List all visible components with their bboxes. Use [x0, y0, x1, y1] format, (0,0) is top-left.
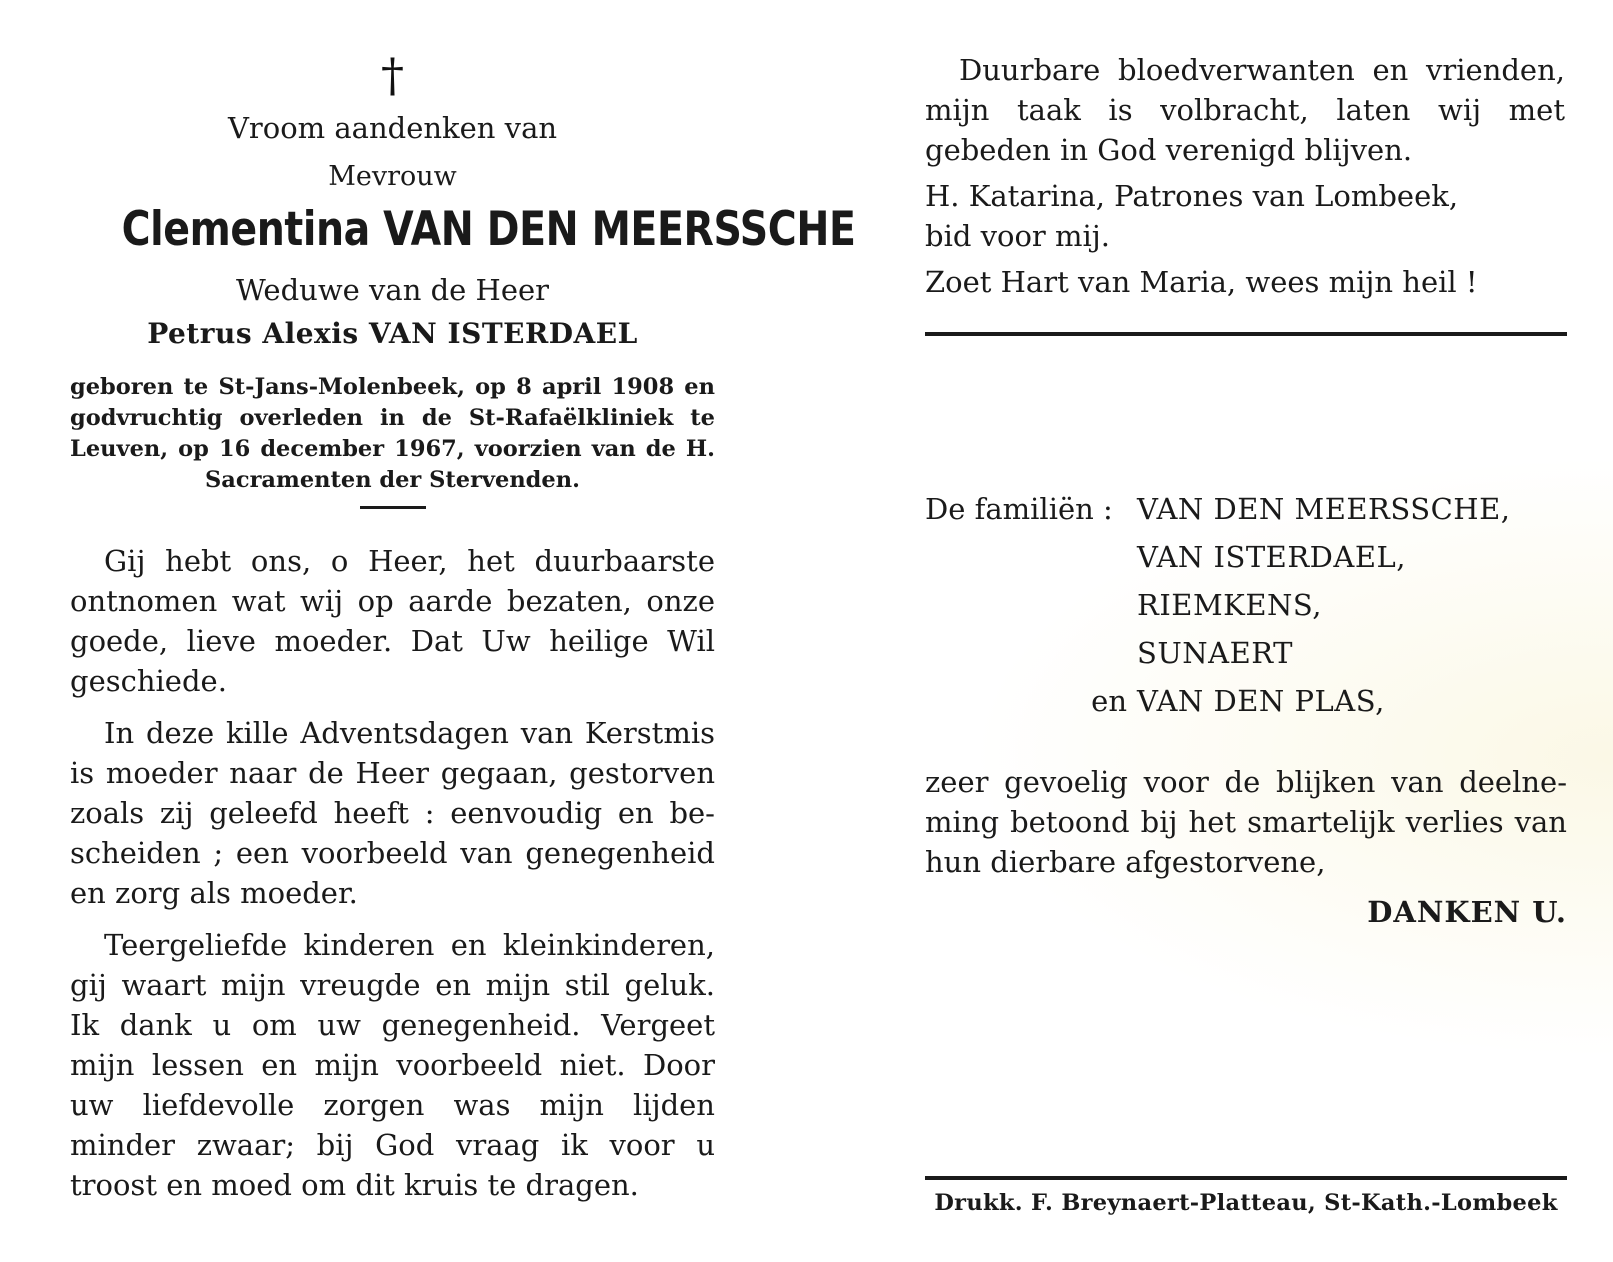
- printer-credit: Drukk. F. Breynaert-Platteau, St-Kath.-Lombeek: [934, 1190, 1558, 1216]
- thanks-text: zeer gevoelig voor de blijken van deelne- ming betoond bij het smartelijk verlies van hun dierbare afgestorvene,: [925, 765, 1567, 879]
- families-label: De familiën :: [925, 492, 1113, 526]
- family-row: [925, 485, 1565, 533]
- intro-text: Vroom aandenken van: [227, 111, 558, 145]
- cross-icon: †: [381, 48, 404, 102]
- family-row: [925, 629, 1565, 677]
- prayer-line-3: Zoet Hart van Maria, wees mijn heil !: [925, 265, 1478, 299]
- right-panel: [925, 50, 1565, 336]
- families-en: en: [1091, 684, 1127, 718]
- paragraph-1-text: Gij hebt ons, o Heer, het duurbaarste ontnomen wat wij op aarde bezaten, onze goede, lieve moeder. Dat Uw heilige Wil geschiede.: [70, 544, 715, 698]
- paragraph-2: [70, 713, 715, 913]
- left-panel: [70, 48, 856, 1205]
- divider: [360, 506, 426, 509]
- danken-text: DANKEN U.: [1367, 895, 1567, 929]
- prayer-line-2: bid voor mij.: [925, 219, 1110, 253]
- families-block: [925, 485, 1565, 725]
- family-row: [925, 581, 1565, 629]
- family-name: VAN DEN MEERSSCHE,: [1137, 492, 1511, 526]
- husband-name: Petrus Alexis VAN ISTERDAEL: [147, 317, 638, 350]
- family-name: VAN ISTERDAEL,: [1137, 540, 1407, 574]
- paragraph-2-text: In deze kille Adventsdagen van Kerstmis is moeder naar de Heer gegaan, gestorven zoals zij geleefd heeft : eenvoudig en be- scheiden ; een voorbeeld van genegenheid en zorg als moeder.: [70, 716, 715, 910]
- divider-thick: [925, 332, 1567, 336]
- deceased-name: Clementina VAN DEN MEERSSCHE: [121, 202, 856, 257]
- birth-death-text: geboren te St-Jans-Molenbeek, op 8 april 1908 en godvruchtig overleden in de St-Rafaëlkliniek te Leuven, op 16 december 1967, voorzien van de H. Sacramenten der Stervenden.: [70, 374, 715, 493]
- family-name: SUNAERT: [1137, 636, 1293, 670]
- title-text: Mevrouw: [328, 161, 457, 192]
- paragraph-3-text: Teergeliefde kinderen en kleinkinderen, gij waart mijn vreugde en mijn stil geluk. Ik dank u om uw genegenheid. Vergeet mijn lessen en mijn voorbeeld niet. Door uw liefdevolle zorgen was mijn lijden minder zwaar; bij God vraag ik voor u troost en moed om dit kruis te dragen.: [70, 928, 715, 1202]
- widow-of-text: Weduwe van de Heer: [235, 273, 550, 307]
- family-name: RIEMKENS,: [1137, 588, 1322, 622]
- family-row: [925, 533, 1565, 581]
- family-row: [925, 677, 1565, 725]
- prayer-line-1: H. Katarina, Patrones van Lombeek,: [925, 179, 1459, 213]
- family-name-last: VAN DEN PLAS,: [1137, 684, 1385, 718]
- farewell-paragraph: [925, 50, 1565, 170]
- farewell-text: Duurbare bloedverwanten en vrienden, mijn taak is volbracht, laten wij met gebeden in God verenigd blijven.: [925, 53, 1565, 167]
- paragraph-1: [70, 541, 715, 701]
- paragraph-3: [70, 925, 715, 1205]
- thanks-block: [925, 762, 1567, 932]
- footer-divider: [925, 1176, 1567, 1180]
